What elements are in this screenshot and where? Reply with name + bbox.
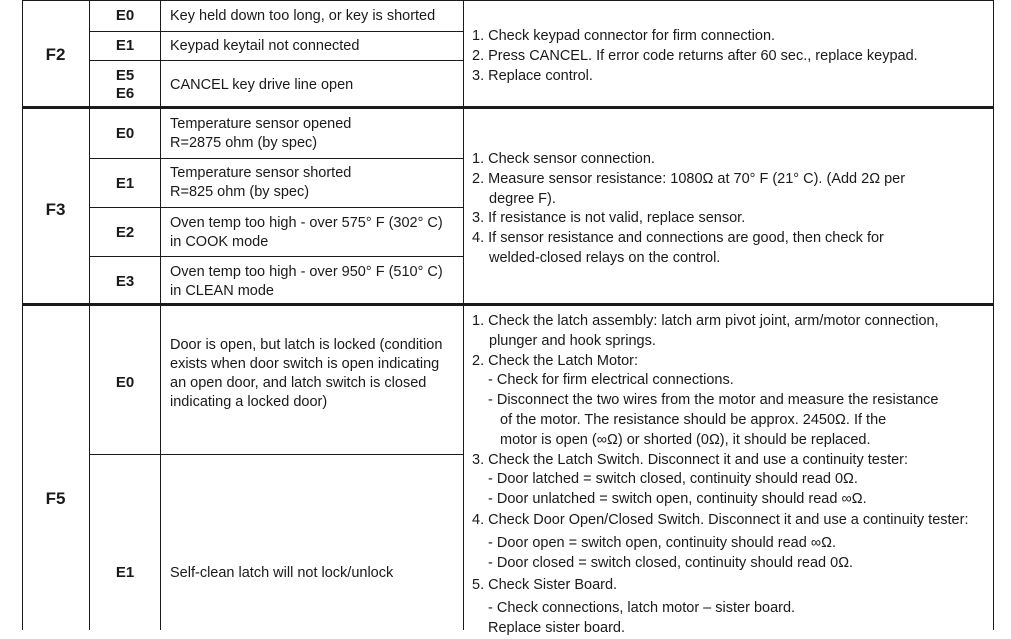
error-code: F2 <box>45 45 66 64</box>
sub-code: E1 <box>115 175 135 192</box>
group-divider-f3-f5 <box>22 303 994 306</box>
column-divider-desc <box>463 0 464 630</box>
row-description: Temperature sensor shorted R=825 ohm (by spec) <box>170 165 352 200</box>
sub-code: E0 <box>115 374 135 391</box>
row-divider <box>89 207 464 208</box>
row-description: Oven temp too high - over 575° F (302° C) in COOK mode <box>170 215 443 250</box>
error-code: F3 <box>45 200 66 219</box>
row-description: Keypad keytail not connected <box>170 38 360 54</box>
row-description: CANCEL key drive line open <box>170 77 354 93</box>
sub-code: E3 <box>115 273 135 290</box>
row-divider <box>89 256 464 257</box>
corrective-actions: 1. Check the latch assembly: latch arm pivot joint, arm/motor connection, plunger and hook springs. 2. Check the Latch Motor: - Check for firm electrical connections. - Disconnect the two wires from the motor and measure the resistance of the motor. The resistance should be approx. 2450Ω. If the motor is open (∞Ω) or shorted (0Ω), it should be replaced. 3. Check the Latch Switch. Disconnect it and use a continuity tester: - Door latched = switch closed, continuity should read 0Ω. - Door unlatched = switch open, continuity should read ∞Ω. 4. Check Door Open/Closed Switch. Disconnect it and use a continuity tester: - Door open = switch open, continuity should read ∞Ω. - Door closed = switch closed, continuity should read 0Ω. 5. Check Sister Board. - Check connections, latch motor – sister board. Replace sister board. <box>472 313 969 636</box>
sub-code: E1 <box>115 564 135 581</box>
row-divider <box>89 158 464 159</box>
top-border <box>22 0 994 1</box>
row-description: Key held down too long, or key is shorted <box>170 8 436 24</box>
border-right <box>993 0 994 630</box>
row-divider <box>89 60 464 61</box>
error-code: F5 <box>45 489 66 508</box>
column-divider-sub <box>160 0 161 630</box>
row-description: Self-clean latch will not lock/unlock <box>170 565 394 581</box>
row-description: Door is open, but latch is locked (condition exists when door switch is open indicating an open door, and latch switch is closed indicating a locked door) <box>170 337 443 410</box>
row-description: Oven temp too high - over 950° F (510° C) in CLEAN mode <box>170 264 443 299</box>
row-description: Temperature sensor opened R=2875 ohm (by spec) <box>170 116 352 151</box>
sub-code: E2 <box>115 224 135 241</box>
sub-code: E1 <box>115 37 135 54</box>
row-divider <box>89 31 464 32</box>
border-left <box>22 0 23 630</box>
row-divider <box>89 454 464 455</box>
corrective-actions: 1. Check keypad connector for firm connection. 2. Press CANCEL. If error code returns after 60 sec., replace keypad. 3. Replace control. <box>472 28 918 84</box>
sub-code: E0 <box>115 7 135 24</box>
sub-code: E5 E6 <box>115 67 135 102</box>
sub-code: E0 <box>115 125 135 142</box>
corrective-actions: 1. Check sensor connection. 2. Measure sensor resistance: 1080Ω at 70° F (21° C). (Add 2Ω per degree F). 3. If resistance is not valid, replace sensor. 4. If sensor resistance and connections are good, then check for welded-closed relays on the control. <box>472 151 906 266</box>
group-divider-f2-f3 <box>22 106 994 109</box>
